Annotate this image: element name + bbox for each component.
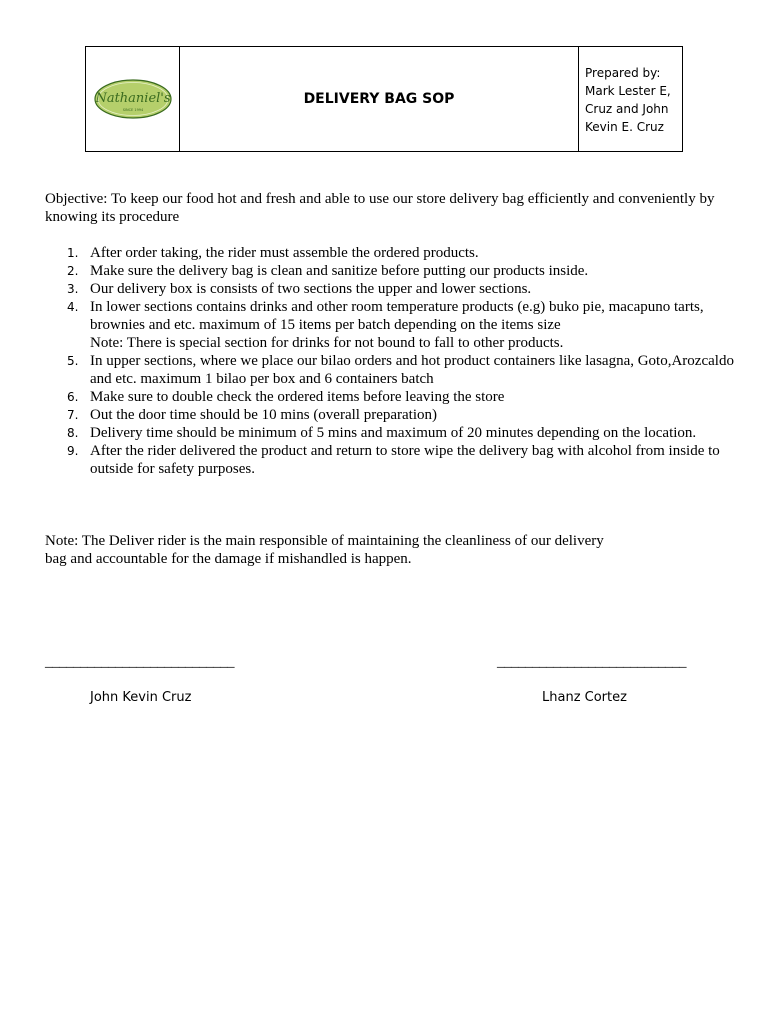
step-text: Note: There is special section for drinks for not bound to fall to other products.: [90, 335, 564, 351]
procedure-step: [45, 244, 735, 262]
step-number: 8.: [67, 426, 79, 440]
step-text: Out the door time should be 10 mins (overall preparation): [90, 407, 437, 423]
step-text: After order taking, the rider must assemble the ordered products.: [90, 245, 479, 261]
step-number: 4.: [67, 300, 79, 314]
step-text: Delivery time should be minimum of 5 mins and maximum of 20 minutes depending on the location.: [90, 425, 697, 441]
signature-name-right: Lhanz Cortez: [542, 690, 627, 705]
logo-text: Nathaniel's: [94, 91, 171, 106]
procedure-step: [45, 388, 735, 406]
procedure-step: [45, 262, 735, 280]
step-number: 3.: [67, 282, 79, 296]
procedure-step: [45, 280, 735, 298]
prepared-by-line: Mark Lester E,: [585, 84, 671, 98]
prepared-by: [579, 47, 683, 152]
document-title: DELIVERY BAG SOP: [180, 47, 579, 152]
prepared-by-line: Kevin E. Cruz: [585, 120, 664, 134]
procedure-step: [45, 352, 735, 388]
step-number: 9.: [67, 444, 79, 458]
logo-cell: [86, 47, 180, 152]
prepared-by-line: Prepared by:: [585, 66, 661, 80]
step-text: Make sure the delivery bag is clean and sanitize before putting our products inside.: [90, 263, 589, 279]
logo-subtext: SINCE 1994: [122, 108, 143, 112]
procedure-step: [45, 298, 735, 352]
procedure-step: [45, 424, 735, 442]
signature-name-left: John Kevin Cruz: [90, 690, 192, 705]
step-number: 1.: [67, 246, 79, 260]
step-number: 2.: [67, 264, 79, 278]
step-text: After the rider delivered the product and return to store wipe the delivery bag with alcohol from inside to outside for safety purposes.: [90, 443, 720, 477]
procedure-list: [45, 244, 735, 478]
signature-line-left: ___________________________: [45, 654, 234, 670]
step-number: 5.: [67, 354, 79, 368]
step-number: 7.: [67, 408, 79, 422]
prepared-by-line: Cruz and John: [585, 102, 669, 116]
signature-line-right: ___________________________: [497, 654, 686, 670]
step-text: Our delivery box is consists of two sections the upper and lower sections.: [90, 281, 532, 297]
step-text: In lower sections contains drinks and other room temperature products (e.g) buko pie, macapuno tarts, brownies and etc. maximum of 15 items per batch depending on the items size: [90, 299, 704, 333]
procedure-step: [45, 442, 735, 478]
procedure-step: [45, 406, 735, 424]
objective-paragraph: Objective: To keep our food hot and fresh and able to use our store delivery bag efficiently and conveniently by knowing its procedure: [45, 191, 715, 225]
header-table: [85, 46, 683, 152]
step-text: In upper sections, where we place our bilao orders and hot product containers like lasagna, Goto,Arozcaldo and etc. maximum 1 bilao per box and 6 containers batch: [90, 353, 734, 387]
step-text: Make sure to double check the ordered items before leaving the store: [90, 389, 505, 405]
nathaniels-logo: [93, 78, 173, 120]
step-number: 6.: [67, 390, 79, 404]
note-paragraph: Note: The Deliver rider is the main responsible of maintaining the cleanliness of our delivery bag and accountable for the damage if mishandled is happen.: [45, 533, 604, 567]
